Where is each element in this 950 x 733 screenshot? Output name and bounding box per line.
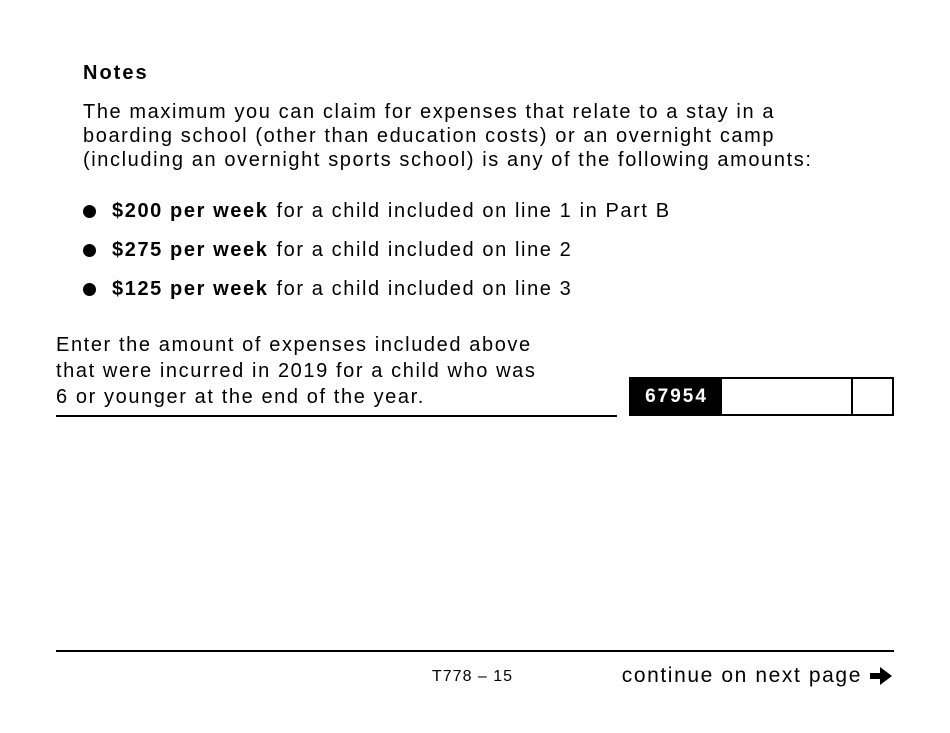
notes-paragraph-line: The maximum you can claim for expenses that relate to a stay in a [83,101,776,123]
amount-limits-list [83,192,671,309]
bullet-amount: $200 per week [112,200,269,222]
bullet-icon [83,244,96,257]
bullet-icon [83,205,96,218]
list-item [83,270,671,309]
bullet-text: for a child included on line 1 in Part B [276,200,671,222]
right-arrow-icon [868,664,894,688]
dollars-input[interactable] [722,379,853,414]
bullet-icon [83,283,96,296]
entry-instruction-line: that were incurred in 2019 for a child who was [56,360,537,382]
bullet-amount: $275 per week [112,239,269,261]
list-item [83,192,671,231]
bullet-text: for a child included on line 3 [276,278,573,300]
amount-field [629,377,894,416]
cents-input[interactable] [853,379,892,414]
notes-paragraph-line: (including an overnight sports school) is any of the following amounts: [83,149,813,171]
entry-instruction-line: Enter the amount of expenses included above [56,334,532,356]
page-reference: T778 – 15 [432,668,514,685]
entry-instructions [56,332,616,410]
entry-underline [56,415,617,417]
notes-paragraph [83,100,933,172]
bullet-amount: $125 per week [112,278,269,300]
field-code-label: 67954 [631,379,722,414]
continue-label: continue on next page [621,664,862,687]
continue-link[interactable] [608,664,894,688]
footer-divider [56,650,894,652]
entry-instruction-line: 6 or younger at the end of the year. [56,386,425,408]
notes-paragraph-line: boarding school (other than education costs) or an overnight camp [83,125,776,147]
notes-heading: Notes [83,62,149,84]
list-item [83,231,671,270]
bullet-text: for a child included on line 2 [276,239,573,261]
